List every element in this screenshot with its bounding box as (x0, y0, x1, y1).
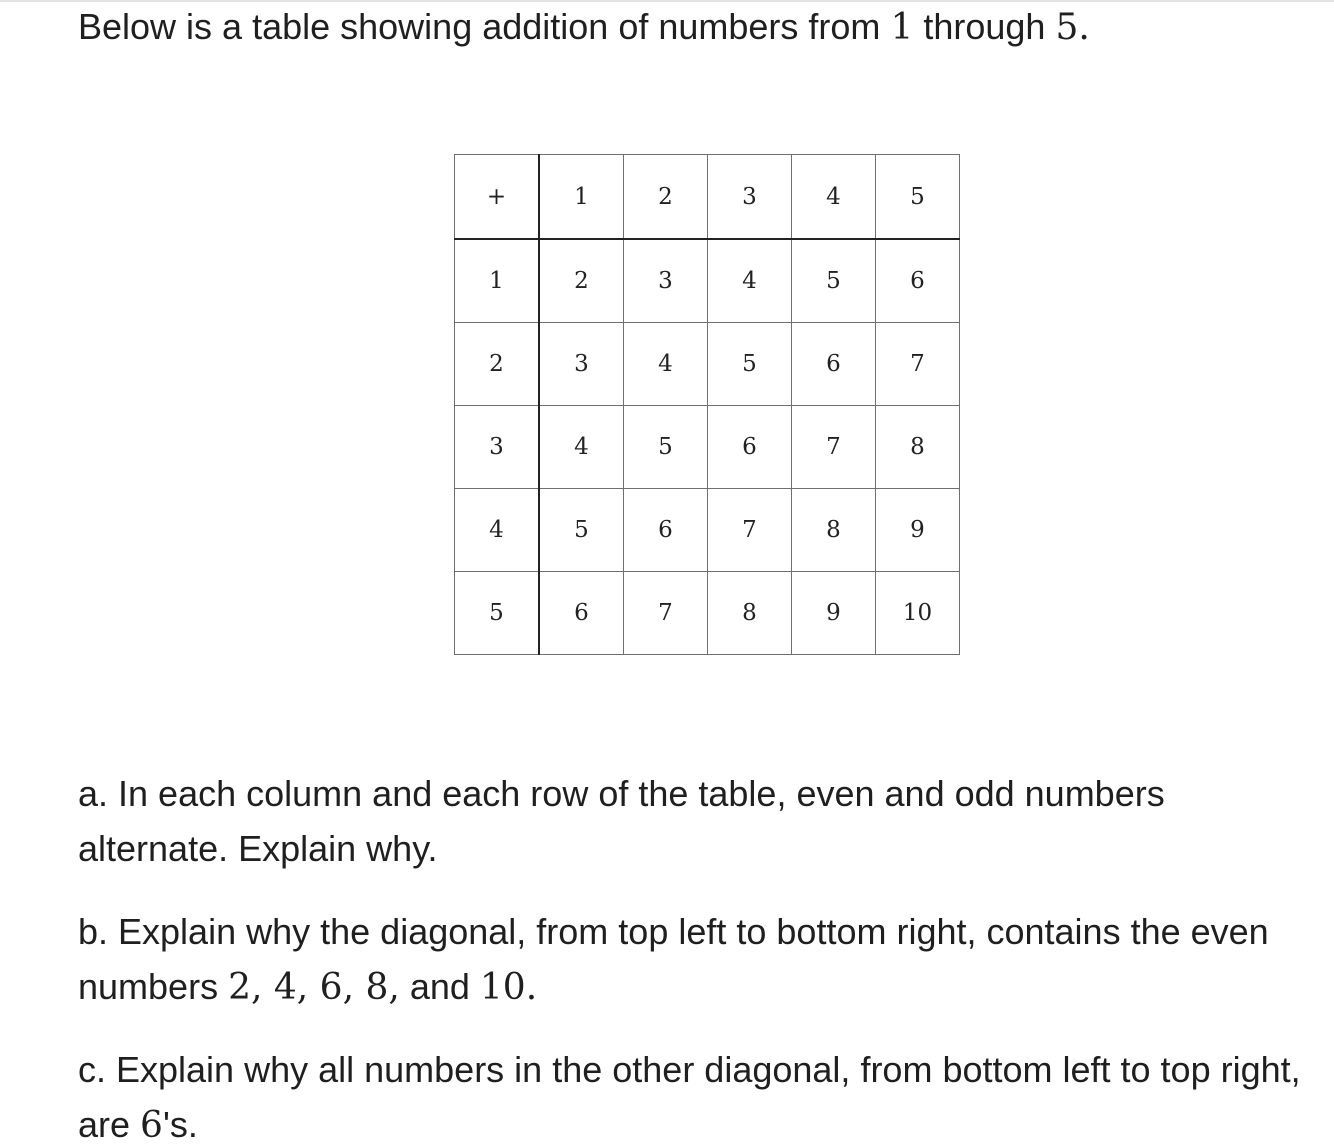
table-row-header: 2 (455, 323, 540, 406)
table-column-header: 4 (792, 155, 876, 240)
table-cell: 3 (539, 323, 624, 406)
intro-from-number: 1 (890, 7, 914, 48)
question-b (78, 904, 1308, 1015)
intro-sentence (78, 2, 1090, 53)
question-a-text: a. In each column and each row of the table, even and odd numbers alternate. Explain why. (78, 773, 1165, 869)
table-cell: 2 (539, 239, 624, 323)
table-cell: 8 (876, 406, 960, 489)
table-cell: 5 (792, 239, 876, 323)
table-cell: 6 (539, 572, 624, 655)
question-c-value: 6 (140, 1105, 163, 1146)
table-cell: 4 (539, 406, 624, 489)
question-b-last-number: 10. (479, 967, 538, 1008)
table-cell: 8 (792, 489, 876, 572)
question-c (78, 1042, 1308, 1148)
table-column-header: 5 (876, 155, 960, 240)
table-row (455, 406, 960, 489)
table-cell: 9 (792, 572, 876, 655)
question-b-text: b. Explain why the diagonal, from top left to bottom right, contains the even numbers (78, 911, 1269, 1007)
table-row (455, 572, 960, 655)
question-b-numbers: 2, 4, 6, 8, (228, 967, 400, 1008)
table-header-row (455, 155, 960, 240)
table-cell: 5 (708, 323, 792, 406)
table-row (455, 323, 960, 406)
intro-to-number: 5. (1055, 7, 1090, 48)
table-cell: 6 (792, 323, 876, 406)
table-corner-plus: + (455, 155, 540, 240)
addition-table (454, 154, 960, 655)
question-b-and-word: and (399, 966, 480, 1007)
table-cell: 3 (624, 239, 708, 323)
intro-text: Below is a table showing addition of numbers from (78, 6, 891, 47)
table-row (455, 239, 960, 323)
table-cell: 6 (708, 406, 792, 489)
table-column-header: 3 (708, 155, 792, 240)
table-row-header: 3 (455, 406, 540, 489)
table-row-header: 5 (455, 572, 540, 655)
table-cell: 9 (876, 489, 960, 572)
table-cell: 6 (876, 239, 960, 323)
question-c-text: c. Explain why all numbers in the other diagonal, from bottom left to top right, are (78, 1049, 1301, 1145)
table-cell: 7 (792, 406, 876, 489)
question-c-suffix: 's. (162, 1104, 198, 1145)
table-cell: 8 (708, 572, 792, 655)
table-column-header: 2 (624, 155, 708, 240)
table-cell: 4 (624, 323, 708, 406)
table-cell: 5 (539, 489, 624, 572)
table-row-header: 4 (455, 489, 540, 572)
table-cell: 6 (624, 489, 708, 572)
intro-through-word: through (913, 6, 1056, 47)
table-cell: 10 (876, 572, 960, 655)
table-column-header: 1 (539, 155, 624, 240)
table-row-header: 1 (455, 239, 540, 323)
table-cell: 5 (624, 406, 708, 489)
table-cell: 4 (708, 239, 792, 323)
addition-table-container (454, 154, 960, 655)
table-row (455, 489, 960, 572)
table-cell: 7 (708, 489, 792, 572)
table-cell: 7 (624, 572, 708, 655)
question-a (78, 766, 1308, 876)
table-cell: 7 (876, 323, 960, 406)
